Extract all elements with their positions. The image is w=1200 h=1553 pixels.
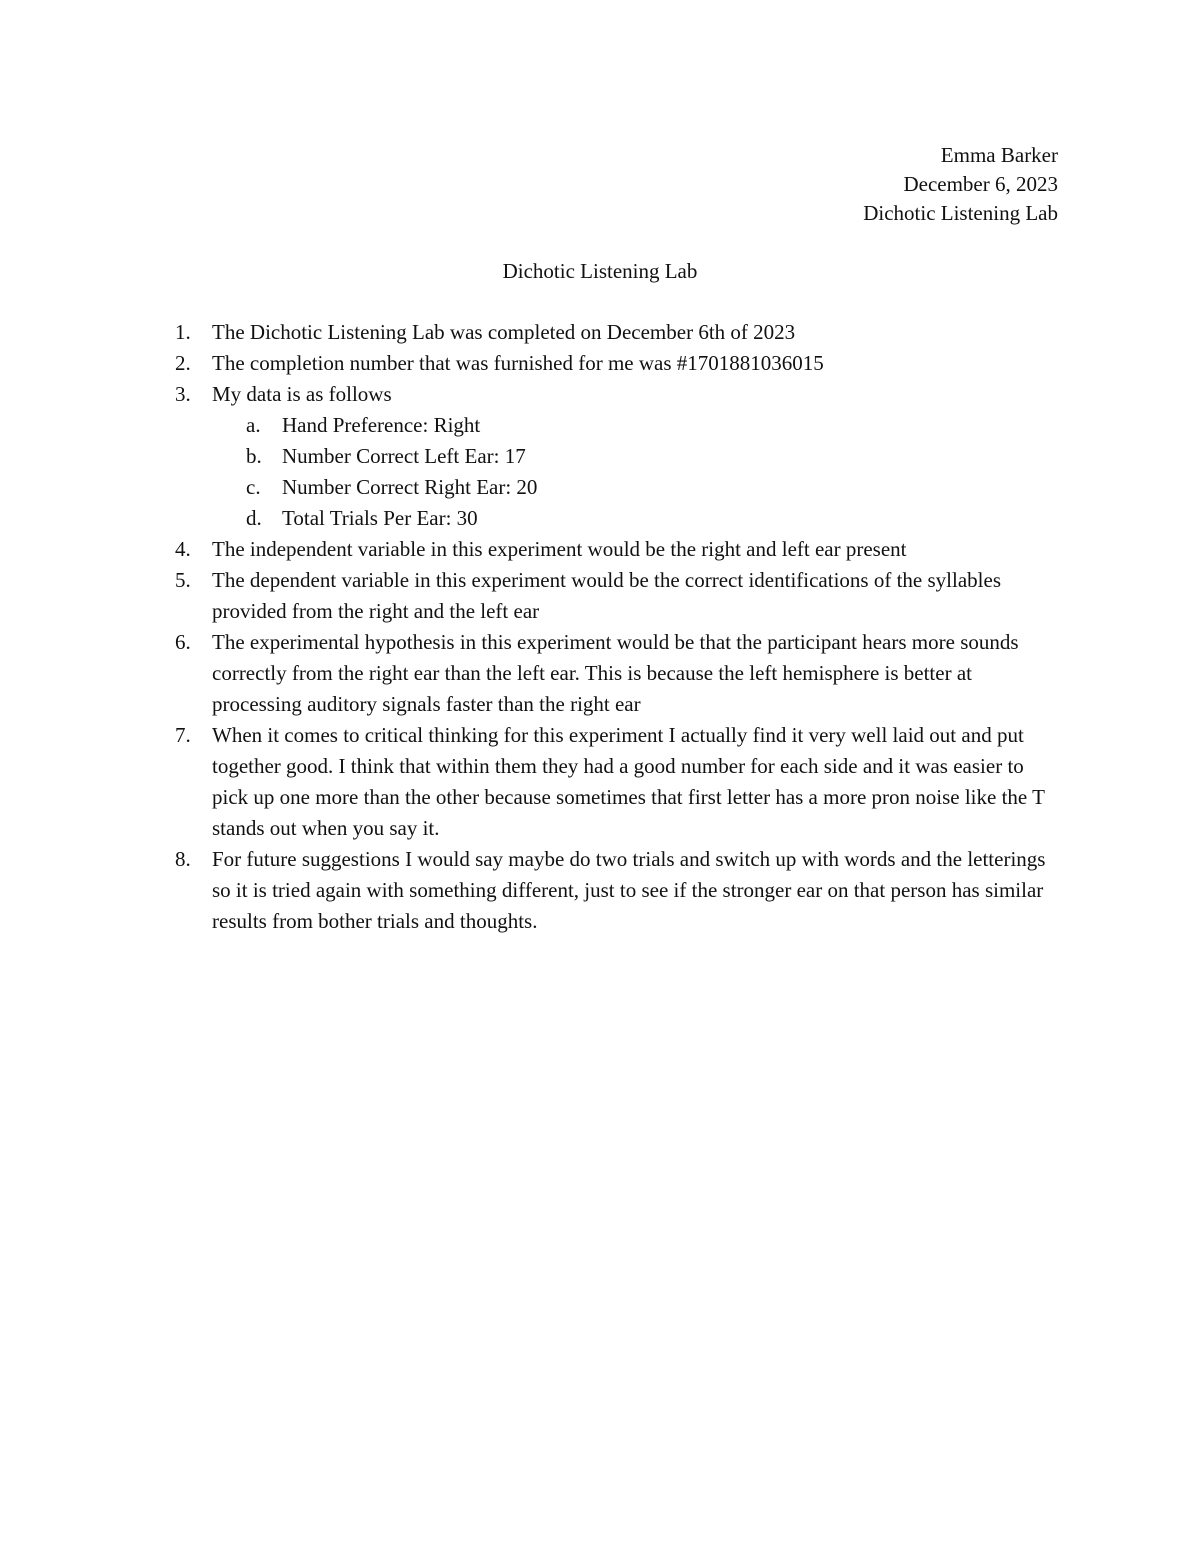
numbered-list xyxy=(160,317,1065,937)
list-number: 4. xyxy=(175,537,191,561)
list-item-text: The independent variable in this experiment would be the right and left ear present xyxy=(212,537,907,561)
document-date: December 6, 2023 xyxy=(903,172,1058,196)
list-number: 7. xyxy=(175,723,191,747)
sub-list-text: Number Correct Right Ear: 20 xyxy=(282,475,538,499)
sub-list-letter: b. xyxy=(246,444,262,468)
list-item-text: My data is as follows xyxy=(212,382,392,406)
sub-list-item xyxy=(160,410,1065,441)
sub-list-item xyxy=(160,472,1065,503)
list-number: 3. xyxy=(175,382,191,406)
list-item-text: The completion number that was furnished for me was #1701881036015 xyxy=(212,351,824,375)
list-item xyxy=(160,379,1065,410)
list-item xyxy=(160,720,1065,844)
list-number: 2. xyxy=(175,351,191,375)
list-item-text: When it comes to critical thinking for this experiment I actually find it very well laid out and put together good. I think that within them they had a good number for each side and it was easier to pick up one more than the other because sometimes that first letter has a more pron noise like the T stands out when you say it. xyxy=(212,723,1045,840)
sub-list-text: Hand Preference: Right xyxy=(282,413,481,437)
list-item-text: The Dichotic Listening Lab was completed on December 6th of 2023 xyxy=(212,320,796,344)
author-name: Emma Barker xyxy=(940,143,1058,167)
list-number: 5. xyxy=(175,568,191,592)
sub-list-item xyxy=(160,441,1065,472)
document-title: Dichotic Listening Lab xyxy=(502,259,698,283)
list-item xyxy=(160,348,1065,379)
sub-list-letter: d. xyxy=(246,506,262,530)
list-item xyxy=(160,317,1065,348)
list-item-text: The dependent variable in this experiment would be the correct identifications of the syllables provided from the right and the left ear xyxy=(212,568,1001,623)
list-item-text: The experimental hypothesis in this experiment would be that the participant hears more sounds correctly from the right ear than the left ear. This is because the left hemisphere is better at processing auditory signals faster than the right ear xyxy=(212,630,1019,716)
sub-list-item xyxy=(160,503,1065,534)
list-number: 6. xyxy=(175,630,191,654)
list-item xyxy=(160,844,1065,937)
list-item xyxy=(160,565,1065,627)
sub-list-text: Number Correct Left Ear: 17 xyxy=(282,444,526,468)
sub-list-text: Total Trials Per Ear: 30 xyxy=(282,506,478,530)
header-block xyxy=(863,141,1058,228)
course-label: Dichotic Listening Lab xyxy=(863,201,1058,225)
list-item-text: For future suggestions I would say maybe do two trials and switch up with words and the letterings so it is tried again with something different, just to see if the stronger ear on that person has similar results from bother trials and thoughts. xyxy=(212,847,1046,933)
sub-list-letter: a. xyxy=(246,413,261,437)
list-item xyxy=(160,627,1065,720)
list-item xyxy=(160,534,1065,565)
sub-list-letter: c. xyxy=(246,475,261,499)
list-number: 8. xyxy=(175,847,191,871)
list-number: 1. xyxy=(175,320,191,344)
